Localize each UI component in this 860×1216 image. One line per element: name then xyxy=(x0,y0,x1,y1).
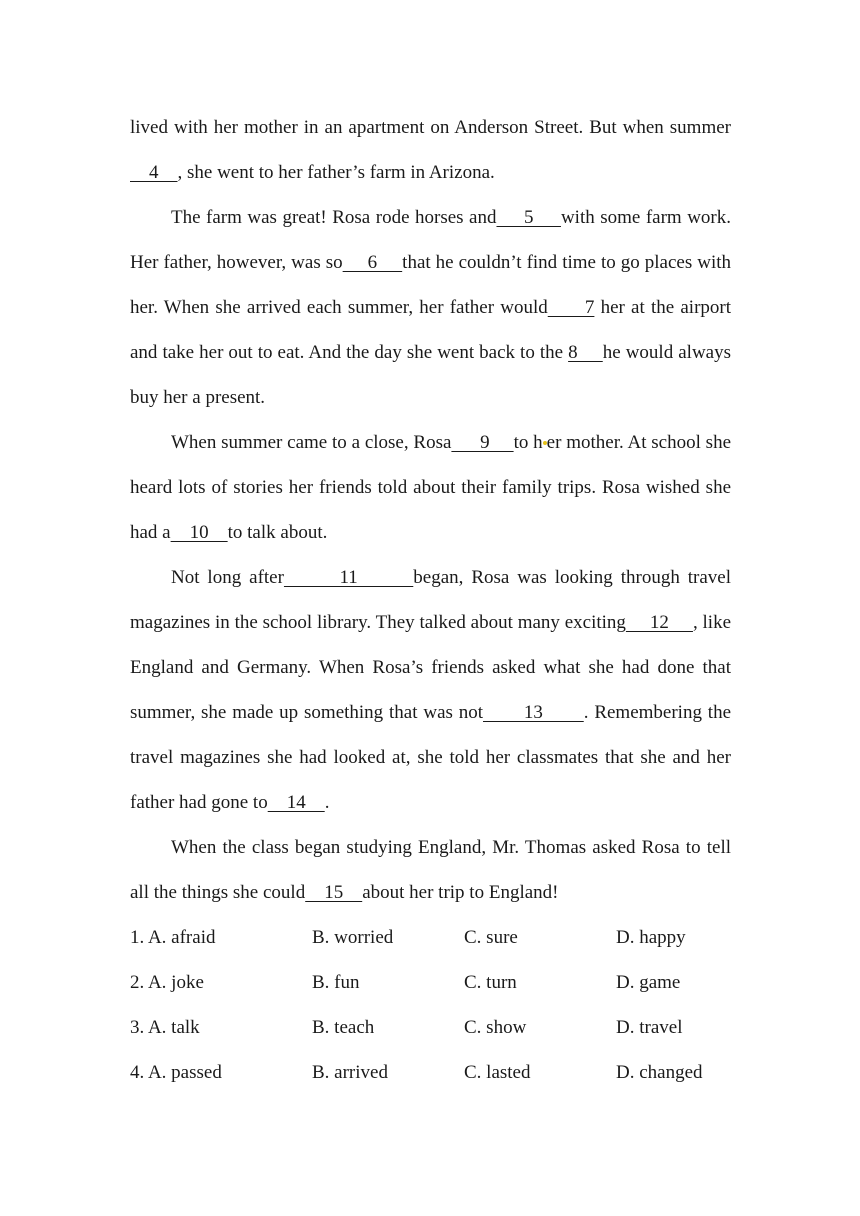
text: , she went to her father’s farm in Arizona. xyxy=(177,162,495,183)
text: to talk about. xyxy=(227,522,328,543)
text: When the class began studying England, Mr. Thomas asked Rosa to tell all the things she could xyxy=(130,837,731,903)
option-d: D. travel xyxy=(616,1017,683,1038)
answer-options xyxy=(130,915,731,1095)
blank-8: 8 xyxy=(568,342,603,363)
blank-15: 15 xyxy=(305,882,363,903)
option-c: C. sure xyxy=(464,927,518,948)
blank-14: 14 xyxy=(267,792,325,813)
paragraph-4 xyxy=(130,555,731,825)
option-d: D. happy xyxy=(616,927,686,948)
text: that he couldn’t find time to go places with her. When she arrived each summer, her father would xyxy=(130,252,731,318)
text: her at the airport and take her out to eat. And the day she went back to the xyxy=(130,297,732,363)
option-row xyxy=(130,1050,731,1095)
option-c: C. turn xyxy=(464,972,517,993)
blank-10: 10 xyxy=(170,522,228,543)
text: about her trip to England! xyxy=(362,882,559,903)
blank-9: 9 xyxy=(451,432,514,453)
blank-7: 7 xyxy=(547,297,595,318)
option-b: B. arrived xyxy=(312,1062,388,1083)
option-row xyxy=(130,915,731,960)
text: began, Rosa was looking through travel magazines in the school library. They talked about many exciting xyxy=(130,567,732,633)
text: to h xyxy=(513,432,543,453)
paragraph-1 xyxy=(130,105,731,195)
text: er mother. At school she heard lots of stories her friends told about their family trips. Rosa wished she had a xyxy=(130,432,731,543)
text: lived with her mother in an apartment on Anderson Street. But when summer xyxy=(130,117,731,138)
option-c: C. show xyxy=(464,1017,527,1038)
option-a: 1. A. afraid xyxy=(130,927,216,948)
option-d: D. changed xyxy=(616,1062,703,1083)
option-b: B. fun xyxy=(312,972,360,993)
text: Not long after xyxy=(171,567,284,588)
blank-11: 11 xyxy=(283,567,414,588)
option-row xyxy=(130,1005,731,1050)
blank-5: 5 xyxy=(496,207,561,228)
paragraph-5 xyxy=(130,825,731,915)
text: , like England and Germany. When Rosa’s friends asked what she had done that summer, she made up something that was not xyxy=(130,612,731,723)
text: . Remembering the travel magazines she had looked at, she told her classmates that she and her father had gone to xyxy=(130,702,732,813)
blank-6: 6 xyxy=(342,252,403,273)
option-b: B. teach xyxy=(312,1017,375,1038)
blank-12: 12 xyxy=(625,612,693,633)
blank-13: 13 xyxy=(483,702,584,723)
blank-4: 4 xyxy=(130,162,178,183)
option-a: 2. A. joke xyxy=(130,972,204,993)
option-c: C. lasted xyxy=(464,1062,531,1083)
document-page xyxy=(130,105,731,1095)
text: with some farm work. Her father, however, was so xyxy=(130,207,731,273)
option-a: 3. A. talk xyxy=(130,1017,200,1038)
option-b: B. worried xyxy=(312,927,394,948)
text: The farm was great! Rosa rode horses and xyxy=(171,207,497,228)
text: When summer came to a close, Rosa xyxy=(171,432,452,453)
option-row xyxy=(130,960,731,1005)
text: . xyxy=(324,792,330,813)
option-d: D. game xyxy=(616,972,681,993)
text: he would always buy her a present. xyxy=(130,342,731,408)
paragraph-2 xyxy=(130,195,731,420)
paragraph-3 xyxy=(130,420,731,555)
option-a: 4. A. passed xyxy=(130,1062,222,1083)
